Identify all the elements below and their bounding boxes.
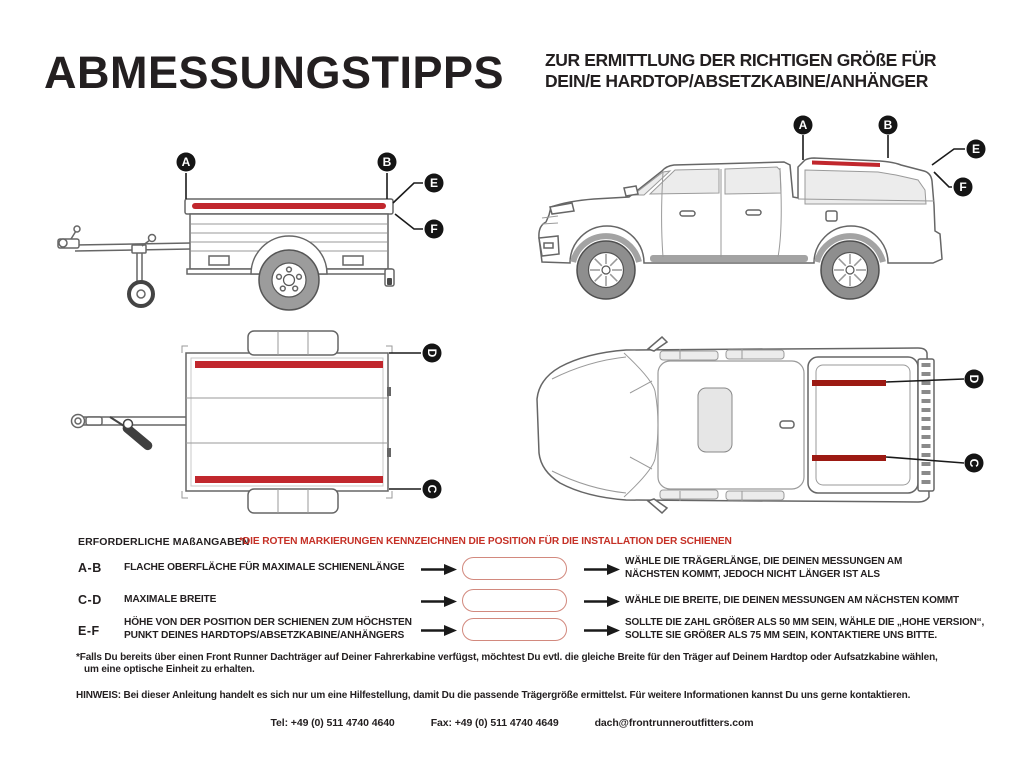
- arrow-icon: [421, 596, 457, 607]
- label-badge-b: [378, 153, 397, 200]
- footer-fax: Fax: +49 (0) 511 4740 4649: [430, 717, 559, 729]
- measurement-value-pill-ab: [462, 557, 567, 580]
- label-badge-e: [932, 140, 986, 166]
- bed-marker-red-top: [812, 380, 886, 386]
- label-badge-b: [879, 116, 898, 159]
- svg-text:B: B: [883, 118, 893, 133]
- arrow-icon: [584, 596, 620, 607]
- svg-text:E: E: [429, 176, 439, 191]
- svg-text:F: F: [430, 222, 438, 237]
- row-ef-result: SOLLTE DIE ZAHL GRÖßER ALS 50 MM SEIN, WÄHLE DIE „HOHE VERSION“, SOLLTE SIE GRÖßER ALS 75 MM SEIN, KONTAKTIERE UNS BITTE.: [625, 617, 985, 641]
- label-badge-f: [395, 214, 444, 239]
- row-cd-key: C-D: [78, 593, 102, 607]
- row-ef-key: E-F: [78, 624, 100, 638]
- svg-text:E: E: [971, 142, 981, 157]
- arrow-icon: [584, 625, 620, 636]
- trailer-drawbar: [58, 226, 191, 306]
- arrow-icon: [421, 625, 457, 636]
- arrow-icon: [421, 564, 457, 575]
- label-badge-e: [393, 174, 444, 204]
- trailer-side-diagram: [45, 138, 465, 320]
- page-subtitle: [545, 50, 936, 92]
- footer-email: dach@frontrunneroutfitters.com: [594, 717, 754, 729]
- measurement-value-pill-cd: [462, 589, 567, 612]
- row-ab-desc: FLACHE OBERFLÄCHE FÜR MAXIMALE SCHIENENLÄNGE: [124, 562, 405, 573]
- arrow-icon: [584, 564, 620, 575]
- svg-text:D: D: [424, 348, 439, 358]
- footnote-line-2: um eine optische Einheit zu erhalten.: [84, 664, 255, 675]
- footnote-line-1: *Falls Du bereits über einen Front Runner Dachträger auf Deiner Fahrerkabine verfügst, möchtest Du evtl. die gleiche Breite für den Träger auf Deinem Hardtop oder Aufsatzkabine wählen,: [76, 652, 938, 663]
- svg-text:A: A: [798, 118, 808, 133]
- svg-text:C: C: [966, 458, 981, 468]
- row-cd-desc: MAXIMALE BREITE: [124, 594, 217, 605]
- trailer-wheel: [259, 250, 319, 310]
- subtitle-line-2: DEIN/E HARDTOP/ABSETZKABINE/ANHÄNGER: [545, 71, 928, 91]
- svg-text:C: C: [424, 484, 439, 494]
- truck-top-diagram: [528, 335, 1005, 515]
- truck-rear-wheel: [821, 241, 879, 299]
- hinweis-note: HINWEIS: Bei dieser Anleitung handelt es sich nur um eine Hilfestellung, damit Du die passende Trägergröße ermittelst. Für weitere Informationen kannst Du uns gerne kontaktieren.: [76, 690, 911, 701]
- bed-marker-red-bottom: [812, 455, 886, 461]
- contact-footer: [0, 717, 1024, 729]
- svg-text:A: A: [181, 155, 191, 170]
- trailer-top-drawbar: [72, 415, 187, 452]
- row-ef-desc: HÖHE VON DER POSITION DER SCHIENEN ZUM HÖCHSTEN PUNKT DEINES HARDTOPS/ABSETZKABINE/ANHÄNGERS: [124, 617, 412, 641]
- sunroof: [698, 388, 732, 452]
- measurements-heading: ERFORDERLICHE MAßANGABEN: [78, 536, 250, 548]
- subtitle-line-1: ZUR ERMITTLUNG DER RICHTIGEN GRÖßE FÜR: [545, 50, 937, 70]
- svg-text:B: B: [382, 155, 392, 170]
- footer-tel: Tel: +49 (0) 511 4740 4640: [270, 717, 395, 729]
- row-ab-key: A-B: [78, 561, 102, 575]
- label-badge-f: [934, 172, 973, 197]
- red-markers-note: *DIE ROTEN MARKIERUNGEN KENNZEICHNEN DIE POSITION FÜR DIE INSTALLATION DER SCHIENEN: [239, 536, 732, 547]
- row-cd-result: WÄHLE DIE BREITE, DIE DEINEN MESSUNGEN AM NÄCHSTEN KOMMT: [625, 595, 960, 606]
- truck-front-wheel: [577, 241, 635, 299]
- label-badge-a: [177, 153, 196, 200]
- rail-marker-red: [192, 203, 386, 209]
- truck-side-diagram: [528, 110, 1000, 315]
- trailer-top-diagram: [58, 325, 468, 525]
- page-title: ABMESSUNGSTIPPS: [44, 47, 505, 98]
- width-marker-red-top: [195, 361, 383, 368]
- label-badge-c: [389, 480, 442, 499]
- width-marker-red-bottom: [195, 476, 383, 483]
- label-badge-a: [794, 116, 813, 161]
- svg-text:F: F: [959, 180, 967, 195]
- measurement-value-pill-ef: [462, 618, 567, 641]
- row-ab-result: WÄHLE DIE TRÄGERLÄNGE, DIE DEINEN MESSUNGEN AM NÄCHSTEN KOMMT, JEDOCH NICHT LÄNGER IST ALS: [625, 556, 903, 580]
- label-badge-d: [389, 344, 442, 363]
- truck-top-canopy: [808, 357, 934, 493]
- trailer-top-box: [182, 331, 392, 513]
- svg-text:D: D: [966, 374, 981, 384]
